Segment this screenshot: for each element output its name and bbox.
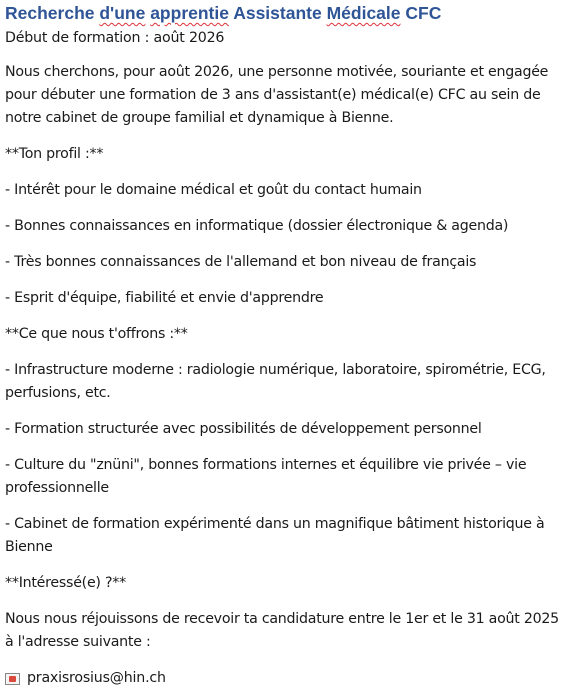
mail-icon — [5, 673, 20, 685]
interest-heading: **Intéressé(e) ?** — [5, 575, 126, 591]
offer-item: - Culture du "znüni", bonnes formations internes et équilibre vie privée – vie professionnelle — [5, 457, 527, 496]
page-title — [5, 0, 570, 26]
title-word-flagged: apprentie — [150, 3, 229, 23]
closing-paragraph: Nous nous réjouissons de recevoir ta candidature entre le 1er et le 31 août 2025 à l'adresse suivante : — [5, 611, 559, 650]
offer-heading: **Ce que nous t'offrons :** — [5, 326, 188, 342]
email-address[interactable]: praxisrosius@hin.ch — [27, 670, 166, 686]
profile-item: - Très bonnes connaissances de l'allemand et bon niveau de français — [5, 254, 477, 270]
job-posting — [5, 0, 570, 690]
offer-item: - Infrastructure moderne : radiologie numérique, laboratoire, spirométrie, ECG, perfusions, etc. — [5, 362, 546, 401]
title-word: Assistante — [228, 3, 327, 23]
profile-item: - Intérêt pour le domaine médical et goût du contact humain — [5, 182, 422, 198]
title-word: CFC — [400, 3, 442, 23]
title-word-flagged: Médicale — [326, 3, 401, 23]
offer-item: - Cabinet de formation expérimenté dans un magnifique bâtiment historique à Bienne — [5, 516, 545, 555]
profile-item: - Esprit d'équipe, fiabilité et envie d'apprendre — [5, 290, 324, 306]
profile-item: - Bonnes connaissances en informatique (dossier électronique & agenda) — [5, 218, 509, 234]
start-date: Début de formation : août 2026 — [5, 30, 225, 46]
title-word-flagged: d'une — [99, 3, 146, 23]
profile-heading: **Ton profil :** — [5, 146, 104, 162]
email-link[interactable] — [5, 667, 570, 690]
offer-item: - Formation structurée avec possibilités de développement personnel — [5, 421, 482, 437]
title-word: Recherche — [5, 3, 100, 23]
intro-paragraph: Nous cherchons, pour août 2026, une personne motivée, souriante et engagée pour débuter une formation de 3 ans d'assistant(e) médical(e) CFC au sein de notre cabinet de groupe familial et dynamique à Bienne. — [5, 64, 549, 126]
